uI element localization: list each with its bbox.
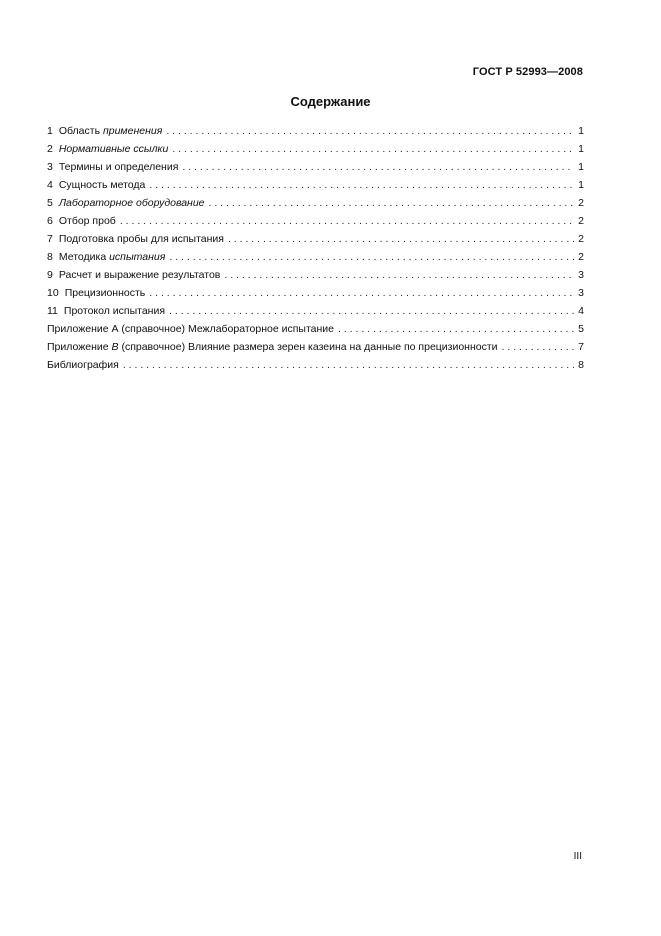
toc-entry-2[interactable]: [47, 140, 584, 158]
toc-entry-7[interactable]: [47, 230, 584, 248]
toc-entry-label: Термины и определения: [58, 161, 179, 173]
dot-leader: [120, 212, 574, 230]
toc-entry-page: 3: [578, 287, 584, 299]
toc-entry-appendix-a[interactable]: [47, 320, 584, 338]
toc-entry-label: Область применения: [58, 125, 163, 137]
dot-leader: [502, 338, 574, 356]
toc-entry-4[interactable]: [47, 176, 584, 194]
toc-entry-5[interactable]: [47, 194, 584, 212]
toc-entry-label: Приложение В (справочное) Влияние размера зерен казеина на данные по прецизионности: [47, 341, 498, 353]
toc-entry-page: 3: [578, 269, 584, 281]
page-number: III: [573, 851, 582, 862]
toc-entry-number: 5: [47, 197, 53, 209]
toc-entry-label: Нормативные ссылки: [58, 143, 169, 155]
toc-entry-page: 2: [578, 251, 584, 263]
toc-entry-label: Расчет и выражение результатов: [58, 269, 221, 281]
toc-entry-number: 8: [47, 251, 53, 263]
toc-entry-8[interactable]: [47, 248, 584, 266]
toc-entry-appendix-b[interactable]: [47, 338, 584, 356]
dot-leader: [149, 176, 574, 194]
toc-entry-page: 8: [578, 359, 584, 371]
toc-entry-number: 1: [47, 125, 53, 137]
toc-entry-number: 7: [47, 233, 53, 245]
dot-leader: [149, 284, 574, 302]
toc-entry-number: 6: [47, 215, 53, 227]
toc-entry-page: 1: [578, 143, 584, 155]
toc-entry-label: Лабораторное оборудование: [58, 197, 205, 209]
dot-leader: [172, 140, 574, 158]
dot-leader: [169, 302, 574, 320]
toc-entry-page: 5: [578, 323, 584, 335]
toc-entry-label: Библиография: [47, 359, 119, 371]
dot-leader: [123, 356, 574, 374]
toc-entry-page: 2: [578, 233, 584, 245]
toc-entry-label: Приложение А (справочное) Межлабораторное испытание: [47, 323, 334, 335]
toc-entry-page: 1: [578, 179, 584, 191]
dot-leader: [169, 248, 574, 266]
toc-entry-1[interactable]: [47, 122, 584, 140]
toc-entry-label: Сущность метода: [58, 179, 146, 191]
toc-entry-number: 11: [47, 305, 58, 317]
toc-entry-11[interactable]: [47, 302, 584, 320]
document-code: ГОСТ Р 52993—2008: [472, 66, 583, 78]
toc-entry-label: Методика испытания: [58, 251, 166, 263]
toc-entry-9[interactable]: [47, 266, 584, 284]
toc-entry-page: 4: [578, 305, 584, 317]
page-title: Содержание: [290, 94, 371, 109]
toc-entry-number: 9: [47, 269, 53, 281]
toc-entry-page: 7: [578, 341, 584, 353]
toc-entry-label: Прецизионность: [64, 287, 146, 299]
toc-entry-label: Отбор проб: [58, 215, 116, 227]
toc-entry-6[interactable]: [47, 212, 584, 230]
toc-entry-number: 2: [47, 143, 53, 155]
toc-entry-label: Протокол испытания: [63, 305, 166, 317]
table-of-contents: [47, 122, 584, 374]
toc-entry-label: Подготовка пробы для испытания: [58, 233, 224, 245]
dot-leader: [182, 158, 574, 176]
toc-entry-page: 1: [578, 161, 584, 173]
toc-entry-page: 2: [578, 215, 584, 227]
toc-entry-3[interactable]: [47, 158, 584, 176]
dot-leader: [166, 122, 574, 140]
dot-leader: [224, 266, 574, 284]
toc-entry-bibliography[interactable]: [47, 356, 584, 374]
toc-entry-number: 10: [47, 287, 59, 299]
dot-leader: [228, 230, 574, 248]
toc-entry-number: 3: [47, 161, 53, 173]
toc-entry-page: 2: [578, 197, 584, 209]
dot-leader: [209, 194, 574, 212]
toc-entry-10[interactable]: [47, 284, 584, 302]
toc-entry-page: 1: [578, 125, 584, 137]
dot-leader: [338, 320, 574, 338]
toc-entry-number: 4: [47, 179, 53, 191]
